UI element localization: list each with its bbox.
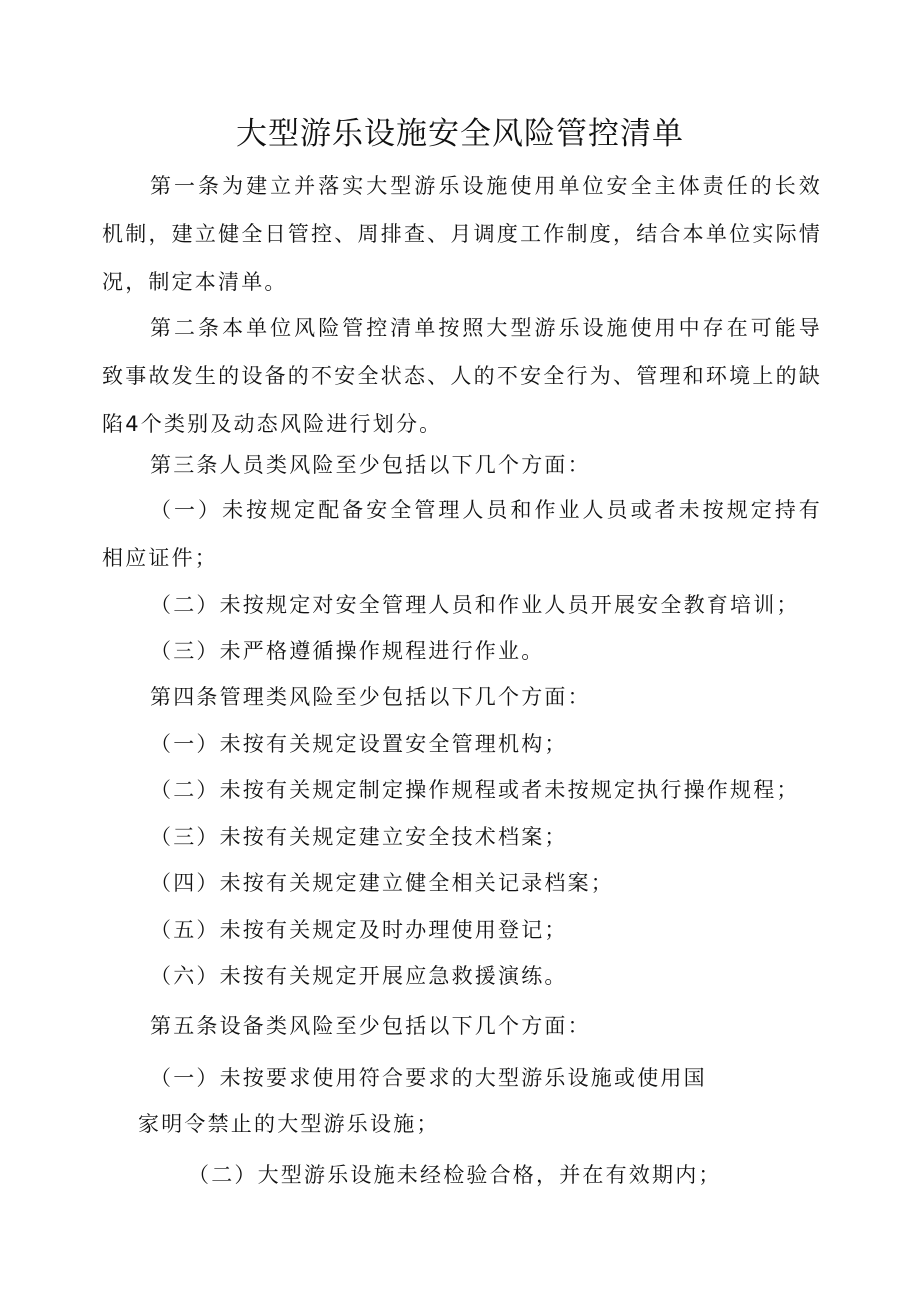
article-3-item-2: （二）未按规定对安全管理人员和作业人员开展安全教育培训；	[150, 593, 800, 617]
article-4-heading: 第四条管理类风险至少包括以下几个方面：	[150, 685, 591, 709]
article-3-item-3: （三）未严格遵循操作规程进行作业。	[150, 639, 545, 663]
article-4-item-3: （三）未按有关规定建立安全技术档案；	[150, 825, 568, 849]
article-3-heading: 第三条人员类风险至少包括以下几个方面：	[150, 453, 591, 477]
article-4-item-4: （四）未按有关规定建立健全相关记录档案；	[150, 871, 614, 895]
article-4-item-5: （五）未按有关规定及时办理使用登记；	[150, 918, 568, 942]
article-5-item-1-line-1: （一）未按要求使用符合要求的大型游乐设施或使用国	[150, 1066, 707, 1090]
article-5-heading: 第五条设备类风险至少包括以下几个方面：	[150, 1014, 591, 1038]
article-4-item-6: （六）未按有关规定开展应急救援演练。	[150, 964, 568, 988]
article-4-item-1: （一）未按有关规定设置安全管理机构；	[150, 732, 568, 756]
article-3-item-1: （一）未按规定配备安全管理人员和作业人员或者未按规定持有相应证件；	[102, 498, 822, 570]
document-title: 大型游乐设施安全风险管控清单	[236, 116, 684, 152]
article-1-paragraph: 第一条为建立并落实大型游乐设施使用单位安全主体责任的长效机制，建立健全日管控、周排查、月调度工作制度，结合本单位实际情况，制定本清单。	[102, 174, 822, 294]
article-4-item-2: （二）未按有关规定制定操作规程或者未按规定执行操作规程；	[150, 778, 800, 802]
article-5-item-1-line-2: 家明令禁止的大型游乐设施；	[138, 1112, 440, 1136]
article-2-paragraph: 第二条本单位风险管控清单按照大型游乐设施使用中存在可能导致事故发生的设备的不安全状态、人的不安全行为、管理和环境上的缺陷4个类别及动态风险进行划分。	[102, 316, 822, 436]
article-5-item-2: （二）大型游乐设施未经检验合格，并在有效期内；	[188, 1163, 722, 1187]
